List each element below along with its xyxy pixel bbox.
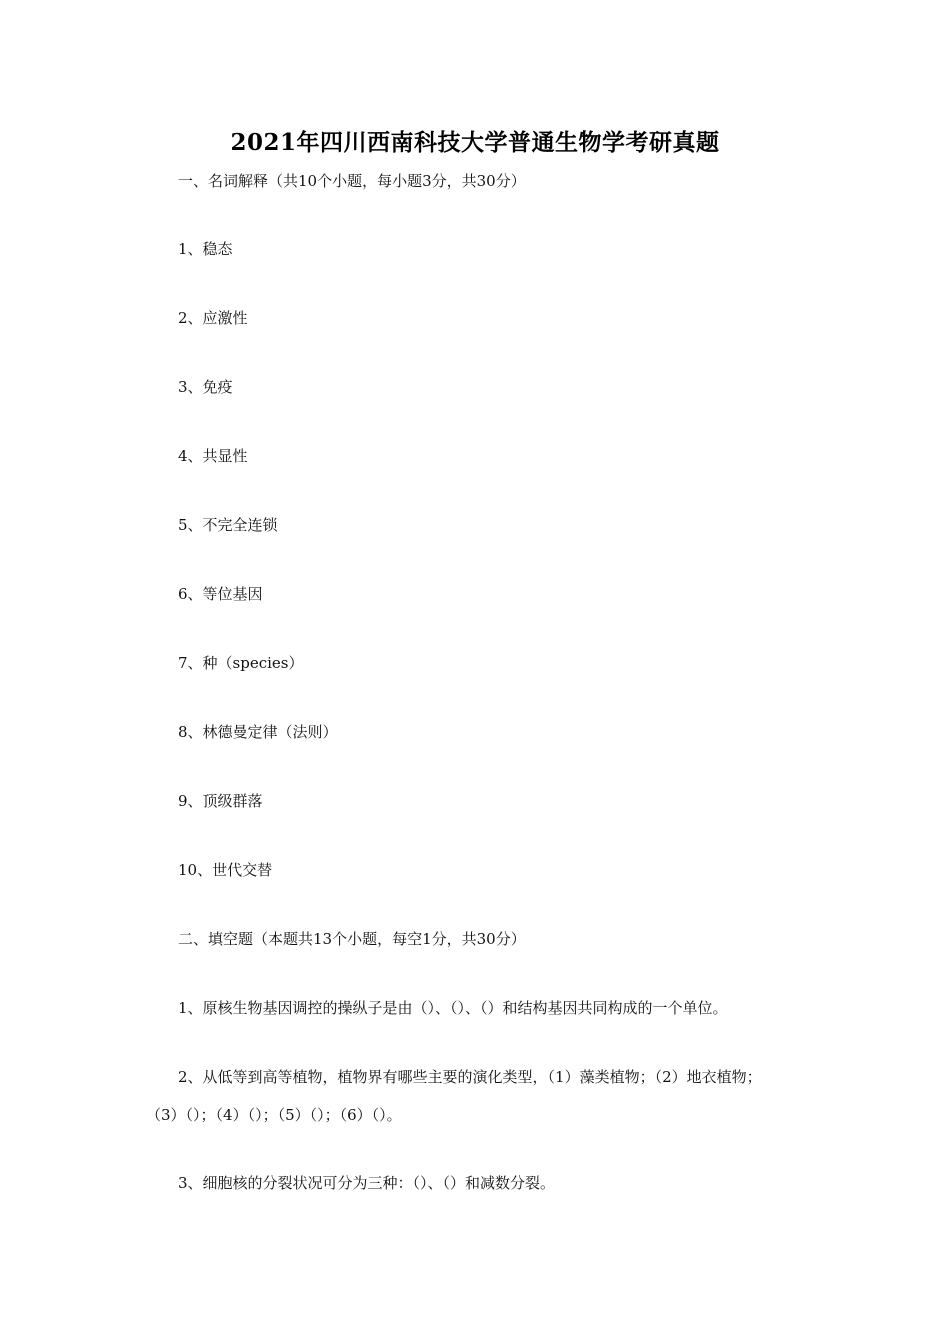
term-item: 9、顶级群落 [178, 792, 263, 810]
term-item: 4、共显性 [178, 447, 248, 465]
term-item: 2、应激性 [178, 309, 248, 327]
term-item: 5、不完全连锁 [178, 516, 278, 534]
fill-question-2: 2、从低等到高等植物，植物界有哪些主要的演化类型，（1）藻类植物；（2）地衣植物； [178, 1068, 762, 1086]
term-item: 1、稳态 [178, 240, 233, 258]
term-item: 3、免疫 [178, 378, 233, 396]
term-item: 7、种（species） [178, 654, 304, 672]
section1-heading: 一、名词解释（共10个小题，每小题3分，共30分） [178, 172, 526, 190]
section2-heading: 二、填空题（本题共13个小题，每空1分，共30分） [178, 930, 526, 948]
term-item: 10、世代交替 [178, 861, 273, 879]
fill-question-2-continued: （3）（）；（4）（）；（5）（）；（6）（）。 [146, 1106, 402, 1124]
fill-question-1: 1、原核生物基因调控的操纵子是由（）、（）、（）和结构基因共同构成的一个单位。 [178, 999, 728, 1017]
term-item: 6、等位基因 [178, 585, 263, 603]
document-title: 2021年四川西南科技大学普通生物学考研真题 [230, 129, 720, 156]
fill-question-3: 3、细胞核的分裂状况可分为三种：（）、（）和减数分裂。 [178, 1174, 556, 1192]
term-item: 8、林德曼定律（法则） [178, 723, 338, 741]
